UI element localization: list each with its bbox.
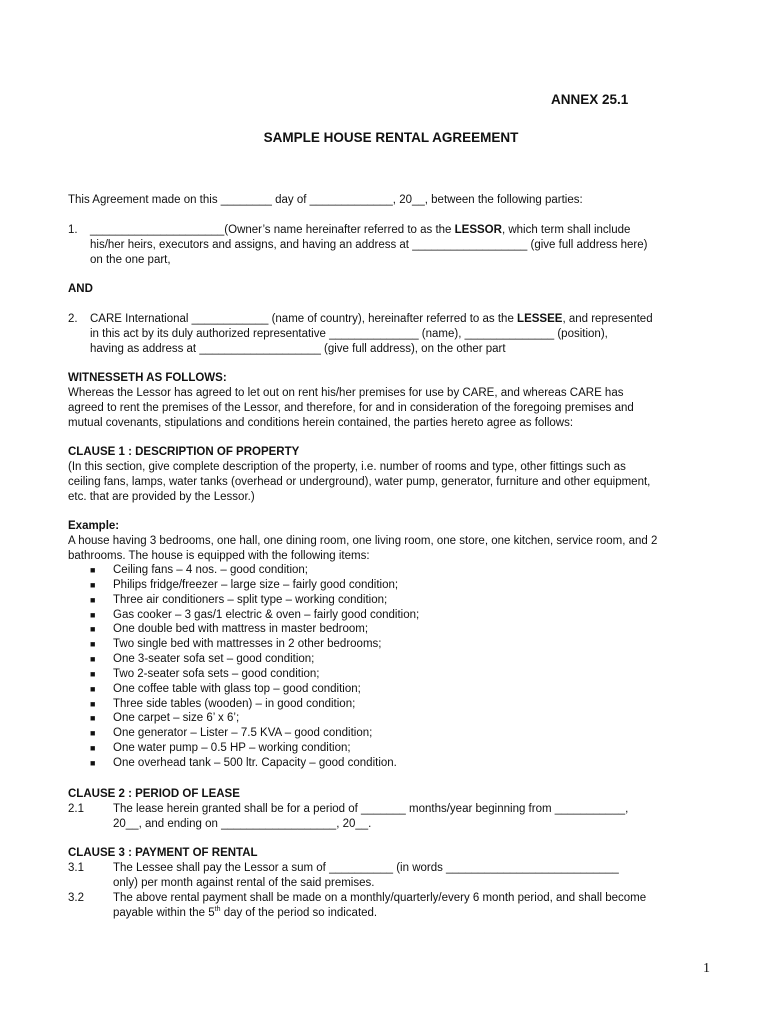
bullet-icon: ■ [90,713,96,724]
list-item [90,726,419,741]
clause3-2-number: 3.2 [68,892,84,904]
party2-line1-text: CARE International ____________ (name of country), hereinafter referred to as the [90,313,518,325]
bullet-icon: ■ [90,728,96,739]
bullet-icon: ■ [90,624,96,635]
list-item-text: Three air conditioners – split type – working condition; [113,593,388,606]
list-item-text: Two 2-seater sofa sets – good condition; [113,667,320,680]
and-separator: AND [68,283,93,295]
clause2-line: The lease herein granted shall be for a period of _______ months/year beginning from ___________, [113,803,629,815]
clause3-2-line: The above rental payment shall be made on a monthly/quarterly/every 6 month period, and shall become [113,892,647,904]
clause2-heading: CLAUSE 2 : PERIOD OF LEASE [68,788,240,800]
clause2-number: 2.1 [68,803,84,815]
party2-line1 [90,312,720,327]
list-item-text: One double bed with mattress in master bedroom; [113,623,369,636]
list-item [90,652,419,667]
lessee-term: LESSEE [517,313,563,325]
party2-line3: having as address at ___________________ (give full address), on the other part [90,343,506,355]
bullet-icon: ■ [90,579,96,590]
clause1-heading: CLAUSE 1 : DESCRIPTION OF PROPERTY [68,446,300,458]
party2-number: 2. [68,313,78,325]
witness-line: agreed to rent the premises of the Lessor, and therefore, for and in consideration of the foregoing premises and [68,402,634,414]
clause1-line: ceiling fans, lamps, water tanks (overhead or underground), water pump, generator, furniture and other equipment, [68,476,651,488]
list-item-text: Philips fridge/freezer – large size – fairly good condition; [113,578,399,591]
intro-text: This Agreement made on this ________ day of _____________, 20__, between the following parties: [68,194,583,206]
bullet-icon: ■ [90,683,96,694]
clause2-line: 20__, and ending on __________________, 20__. [113,818,372,830]
annex-label: ANNEX 25.1 [551,92,629,107]
list-item-text: One generator – Lister – 7.5 KVA – good condition; [113,727,373,740]
witness-heading: WITNESSETH AS FOLLOWS: [68,372,227,384]
list-item-text: One 3-seater sofa set – good condition; [113,653,315,666]
bullet-icon: ■ [90,743,96,754]
list-item [90,563,419,578]
list-item [90,697,419,712]
bullet-icon: ■ [90,757,96,768]
party2-line2: in this act by its duly authorized representative ______________ (name), ______________ (position), [90,328,608,340]
bullet-icon: ■ [90,565,96,575]
list-item-text: One coffee table with glass top – good condition; [113,682,361,695]
document-title: SAMPLE HOUSE RENTAL AGREEMENT [263,130,519,145]
list-item [90,608,419,623]
lessor-term: LESSOR [454,224,502,236]
page-number: 1 [703,961,710,976]
list-item-text: One carpet – size 6’ x 6’; [113,712,240,725]
bullet-icon: ■ [90,654,96,665]
list-item [90,711,419,726]
list-item [90,637,419,652]
witness-line: mutual covenants, stipulations and conditions herein contained, the parties hereto agree as follows: [68,417,574,429]
ordinal-suffix: th [214,906,221,913]
party1-line3: on the one part, [90,254,171,266]
bullet-icon: ■ [90,668,96,679]
party1-line2: his/her heirs, executors and assigns, and having an address at __________________ (give full address here) [90,239,648,251]
clause3-2-tail: day of the period so indicated. [220,907,378,919]
clause3-2-text: payable within the 5 [113,907,215,919]
clause3-heading: CLAUSE 3 : PAYMENT OF RENTAL [68,847,258,859]
list-item-text: One overhead tank – 500 ltr. Capacity – good condition. [113,756,397,769]
example-line: bathrooms. The house is equipped with the following items: [68,550,370,562]
list-item [90,741,419,756]
list-item-text: Ceiling fans – 4 nos. – good condition; [113,564,308,576]
clause3-1-line: only) per month against rental of the said premises. [113,877,375,889]
list-item [90,622,419,637]
clause1-line: etc. that are provided by the Lessor.) [68,491,255,503]
bullet-icon: ■ [90,609,96,620]
list-item-text: Three side tables (wooden) – in good condition; [113,697,356,710]
equipment-list [90,563,419,771]
list-item [90,682,419,697]
example-heading: Example: [68,520,120,532]
clause3-2-line [113,906,377,921]
party1-line1-text: _____________________(Owner’s name hereinafter referred to as the [90,224,455,236]
list-item [90,756,419,771]
witness-line: Whereas the Lessor has agreed to let out on rent his/her premises for use by CARE, and whereas CARE has [68,387,624,399]
party1-line1 [90,223,720,238]
list-item-text: Two single bed with mattresses in 2 other bedrooms; [113,638,382,651]
bullet-icon: ■ [90,698,96,709]
clause1-line: (In this section, give complete description of the property, i.e. number of rooms and type, other fittings such as [68,461,626,473]
party1-number: 1. [68,224,78,236]
party2-line1-tail: , and represented [562,313,653,325]
bullet-icon: ■ [90,594,96,605]
list-item-text: One water pump – 0.5 HP – working condition; [113,742,351,755]
list-item [90,578,419,593]
bullet-icon: ■ [90,639,96,650]
example-line: A house having 3 bedrooms, one hall, one dining room, one living room, one store, one kitchen, service room, and 2 [68,535,658,547]
list-item [90,593,419,608]
clause3-1-number: 3.1 [68,862,84,874]
list-item [90,667,419,682]
party1-line1-tail: , which term shall include [501,224,631,236]
list-item-text: Gas cooker – 3 gas/1 electric & oven – fairly good condition; [113,608,420,621]
clause3-1-line: The Lessee shall pay the Lessor a sum of __________ (in words ___________________________ [113,862,619,874]
